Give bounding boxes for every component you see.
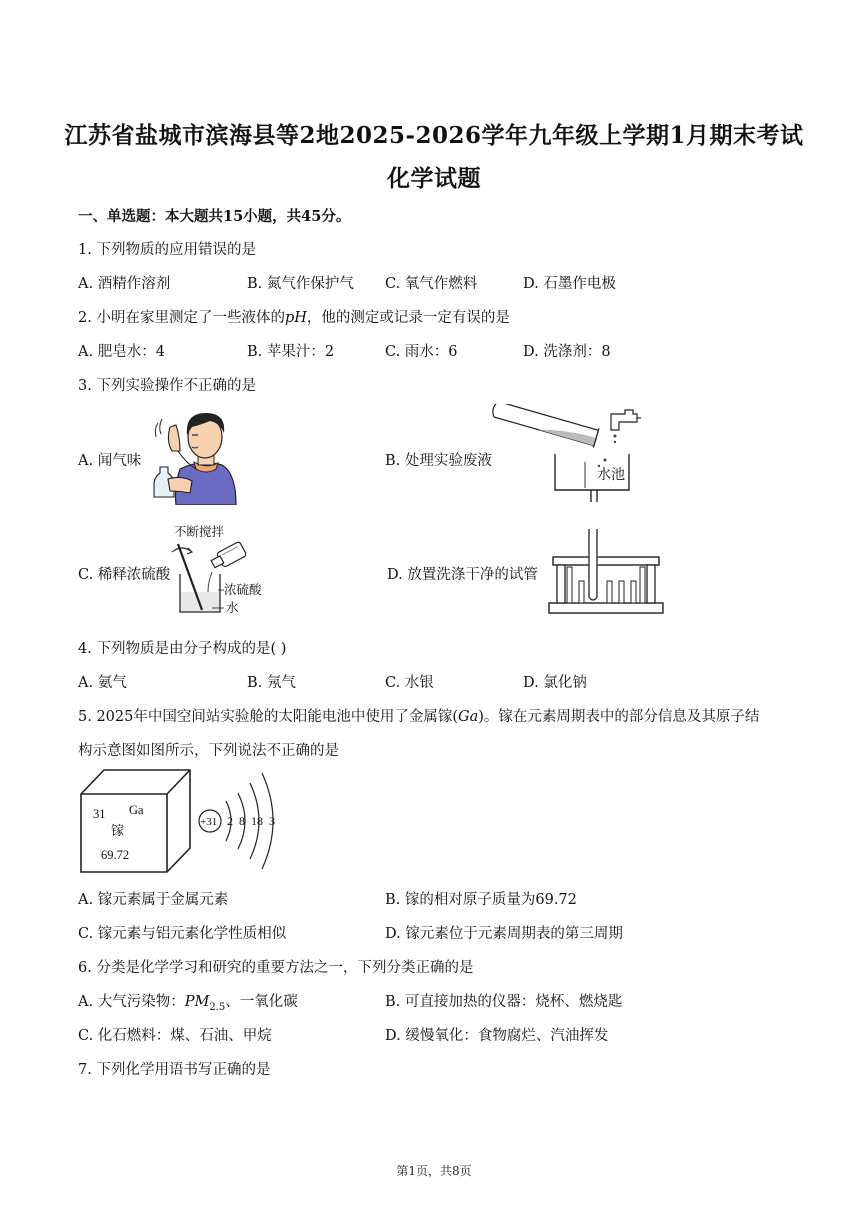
water-label: 水: [226, 600, 239, 615]
q1-option-a: A. 酒精作溶剂: [78, 276, 171, 292]
sink-label: 水池: [597, 467, 625, 483]
stir-label: 不断搅拌: [174, 524, 225, 539]
q1-option-b: B. 氮气作保护气: [247, 276, 354, 292]
shell-2: 8: [239, 814, 245, 828]
q2-option-a: A. 肥皂水：4: [78, 344, 165, 360]
q1-option-d: D. 石墨作电极: [523, 276, 616, 292]
q2-stem-pre: 2. 小明在家里测定了一些液体的: [78, 310, 285, 326]
element-name: 镓: [111, 824, 125, 839]
q5-option-c: C. 镓元素与铝元素化学性质相似: [78, 926, 287, 942]
q6-option-a: [78, 990, 298, 1013]
q5-stem-line2: 构示意图如图所示，下列说法不正确的是: [78, 743, 339, 759]
q6-option-a-sub: 2.5: [209, 1001, 226, 1013]
smelling-illustration: [140, 407, 240, 505]
q4-stem: 4. 下列物质是由分子构成的是( ): [78, 641, 287, 657]
q6-option-a-post: 、一氧化碳: [225, 994, 298, 1010]
q5-stem-line1: [78, 705, 759, 726]
q2-option-d: D. 洗涤剂：8: [523, 344, 611, 360]
q2-stem-post: ，他的测定或记录一定有误的是: [306, 310, 510, 326]
q4-option-d: D. 氯化钠: [523, 675, 587, 691]
q5-stem-post: )。镓在元素周期表中的部分信息及其原子结: [478, 709, 760, 725]
q2-stem: [78, 306, 510, 327]
q6-option-b: B. 可直接加热的仪器：烧杯、燃烧匙: [385, 994, 623, 1010]
exam-subtitle: 化学试题: [387, 165, 481, 192]
shell-3: 18: [251, 814, 263, 828]
q4-option-c: C. 水银: [385, 675, 434, 691]
dilute-acid-illustration: [168, 522, 273, 617]
q3-option-d: D. 放置洗涤干净的试管: [387, 567, 538, 583]
atomic-mass: 69.72: [101, 848, 130, 862]
q6-option-c: C. 化石燃料：煤、石油、甲烷: [78, 1028, 272, 1044]
q1-stem: 1. 下列物质的应用错误的是: [78, 242, 256, 258]
element-symbol: Ga: [129, 803, 144, 817]
q3-option-b: B. 处理实验废液: [385, 453, 492, 469]
q6-option-d: D. 缓慢氧化：食物腐烂、汽油挥发: [385, 1028, 609, 1044]
q2-option-b: B. 苹果汁：2: [247, 344, 335, 360]
test-tube-rack-illustration: [547, 525, 665, 615]
q3-option-a: A. 闻气味: [78, 453, 142, 469]
q6-option-a-math: PM: [184, 994, 210, 1010]
acid-label: 浓硫酸: [224, 582, 262, 597]
q4-option-b: B. 氖气: [247, 675, 296, 691]
shell-4: 3: [269, 814, 275, 828]
element-cell: [76, 766, 194, 874]
section-heading: 一、单选题：本大题共15小题，共45分。: [78, 208, 351, 225]
atom-structure-diagram: [196, 768, 286, 874]
q2-stem-math: pH: [284, 310, 307, 326]
q5-stem-math: Ga: [458, 709, 479, 725]
nucleus-charge: +31: [200, 816, 218, 828]
q3-stem: 3. 下列实验操作不正确的是: [78, 378, 256, 394]
q3-option-c: C. 稀释浓硫酸: [78, 567, 171, 583]
q5-option-b: B. 镓的相对原子质量为69.72: [385, 892, 577, 908]
atomic-number: 31: [93, 807, 106, 821]
page-footer: 第1页，共8页: [396, 1164, 472, 1178]
q5-option-a: A. 镓元素属于金属元素: [78, 892, 229, 908]
shell-1: 2: [227, 814, 233, 828]
q5-option-d: D. 镓元素位于元素周期表的第三周期: [385, 926, 623, 942]
exam-title: 江苏省盐城市滨海县等2地2025-2026学年九年级上学期1月期末考试: [64, 122, 804, 149]
q6-stem: 6. 分类是化学学习和研究的重要方法之一，下列分类正确的是: [78, 960, 474, 976]
q4-option-a: A. 氨气: [78, 675, 127, 691]
q7-stem: 7. 下列化学用语书写正确的是: [78, 1062, 271, 1078]
q6-option-a-pre: A. 大气污染物：: [78, 994, 185, 1010]
waste-liquid-illustration: [487, 404, 647, 504]
q2-option-c: C. 雨水：6: [385, 344, 458, 360]
q5-stem-pre: 5. 2025年中国空间站实验舱的太阳能电池中使用了金属镓(: [78, 709, 458, 725]
q1-option-c: C. 氧气作燃料: [385, 276, 478, 292]
